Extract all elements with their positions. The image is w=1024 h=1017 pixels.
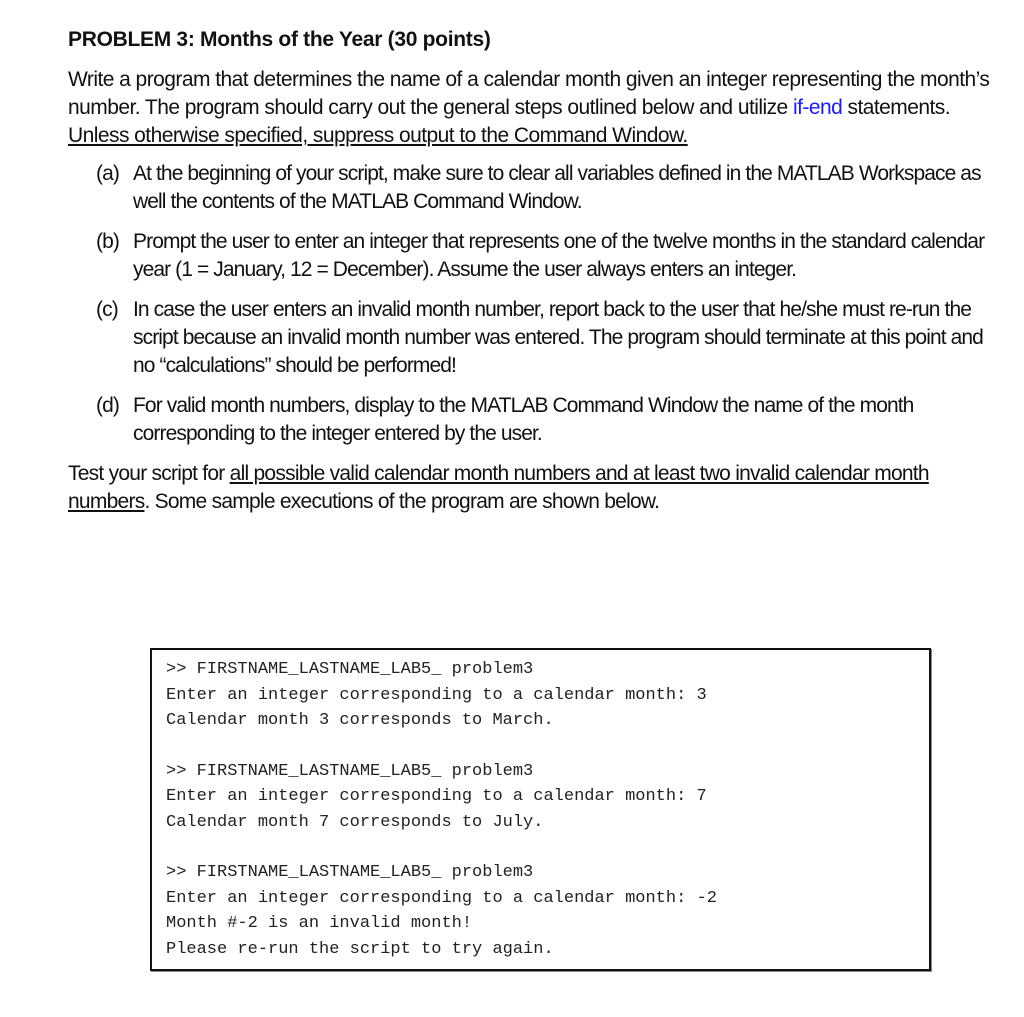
sample-run-1 <box>166 657 915 734</box>
console-prompt: Enter an integer corresponding to a calendar month: -2 <box>166 888 717 908</box>
step-text: In case the user enters an invalid month number, report back to the user that he/she must re-run the script because an invalid month number was entered. The program should terminate at this point and no “calculations” should be performed! <box>133 298 983 377</box>
intro-paragraph <box>68 66 993 150</box>
steps-list <box>68 160 993 448</box>
step-text: For valid month numbers, display to the MATLAB Command Window the name of the month corresponding to the integer entered by the user. <box>133 394 914 445</box>
console-prompt: Enter an integer corresponding to a calendar month: 3 <box>166 685 707 705</box>
console-result: Calendar month 7 corresponds to July. <box>166 812 544 832</box>
test-text-2: . Some sample executions of the program are shown below. <box>144 490 660 513</box>
test-text-1: Test your script for <box>68 462 230 485</box>
sample-console-output <box>150 648 931 971</box>
console-prompt: Enter an integer corresponding to a calendar month: 7 <box>166 787 707 806</box>
test-requirement: all possible valid calendar month numbers and at least two invalid calendar month numbers <box>68 462 929 513</box>
sample-run-2 <box>166 759 915 836</box>
step-c <box>68 296 993 380</box>
suppress-output-note: Unless otherwise specified, suppress output to the Command Window. <box>68 124 688 147</box>
problem-title: PROBLEM 3: Months of the Year (30 points) <box>68 28 491 51</box>
step-marker: (a) <box>96 162 119 185</box>
console-error: Month #-2 is an invalid month! <box>166 914 473 933</box>
intro-text-1: Write a program that determines the name of a calendar month given an integer representing the month’s number. The program should carry out the general steps outlined below and utilize <box>68 68 990 119</box>
problem-document <box>68 26 993 516</box>
sample-run-3 <box>166 860 915 962</box>
test-instructions <box>68 460 993 516</box>
step-b <box>68 228 993 284</box>
console-command: >> FIRSTNAME_LASTNAME_LAB5_ problem3 <box>166 863 534 882</box>
step-marker: (c) <box>96 298 118 321</box>
console-command: >> FIRSTNAME_LASTNAME_LAB5_ problem3 <box>166 660 534 679</box>
step-a <box>68 160 993 216</box>
step-marker: (d) <box>96 394 119 417</box>
console-result: Calendar month 3 corresponds to March. <box>166 711 554 730</box>
step-text: At the beginning of your script, make sure to clear all variables defined in the MATLAB Workspace as well the contents of the MATLAB Command Window. <box>133 162 981 213</box>
console-command: >> FIRSTNAME_LASTNAME_LAB5_ problem3 <box>166 761 534 781</box>
intro-text-2: statements. <box>842 96 951 119</box>
if-end-keyword: if-end <box>792 96 843 119</box>
step-text: Prompt the user to enter an integer that represents one of the twelve months in the standard calendar year (1 = January, 12 = December). Assume the user always enters an integer. <box>133 230 985 281</box>
console-error-hint: Please re-run the script to try again. <box>166 939 554 959</box>
step-marker: (b) <box>96 230 119 253</box>
step-d <box>68 392 993 448</box>
